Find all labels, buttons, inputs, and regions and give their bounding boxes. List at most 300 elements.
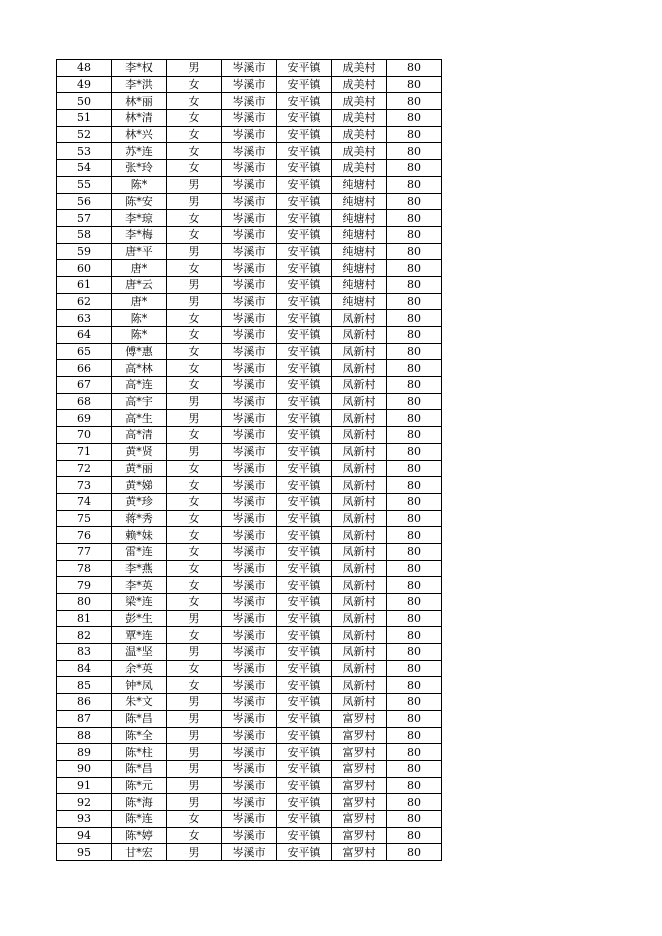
gender-cell[interactable]: 女 — [167, 310, 222, 327]
row-number-cell[interactable]: 59 — [57, 243, 112, 260]
town-cell[interactable]: 安平镇 — [277, 827, 332, 844]
village-cell[interactable]: 凤新村 — [332, 443, 387, 460]
gender-cell[interactable]: 男 — [167, 193, 222, 210]
amount-cell[interactable]: 80 — [387, 827, 442, 844]
town-cell[interactable]: 安平镇 — [277, 694, 332, 711]
amount-cell[interactable]: 80 — [387, 744, 442, 761]
row-number-cell[interactable]: 67 — [57, 377, 112, 394]
name-cell[interactable]: 唐* — [112, 260, 167, 277]
row-number-cell[interactable]: 63 — [57, 310, 112, 327]
name-cell[interactable]: 李*梅 — [112, 226, 167, 243]
row-number-cell[interactable]: 93 — [57, 810, 112, 827]
name-cell[interactable]: 高*生 — [112, 410, 167, 427]
gender-cell[interactable]: 女 — [167, 110, 222, 127]
row-number-cell[interactable]: 64 — [57, 327, 112, 344]
amount-cell[interactable]: 80 — [387, 627, 442, 644]
city-cell[interactable]: 岑溪市 — [222, 594, 277, 611]
gender-cell[interactable]: 女 — [167, 627, 222, 644]
name-cell[interactable]: 苏*连 — [112, 143, 167, 160]
row-number-cell[interactable]: 77 — [57, 543, 112, 560]
gender-cell[interactable]: 男 — [167, 243, 222, 260]
city-cell[interactable]: 岑溪市 — [222, 493, 277, 510]
row-number-cell[interactable]: 65 — [57, 343, 112, 360]
amount-cell[interactable]: 80 — [387, 243, 442, 260]
village-cell[interactable]: 成美村 — [332, 76, 387, 93]
village-cell[interactable]: 凤新村 — [332, 577, 387, 594]
village-cell[interactable]: 成美村 — [332, 126, 387, 143]
row-number-cell[interactable]: 69 — [57, 410, 112, 427]
city-cell[interactable]: 岑溪市 — [222, 243, 277, 260]
row-number-cell[interactable]: 51 — [57, 110, 112, 127]
gender-cell[interactable]: 女 — [167, 427, 222, 444]
town-cell[interactable]: 安平镇 — [277, 443, 332, 460]
city-cell[interactable]: 岑溪市 — [222, 260, 277, 277]
city-cell[interactable]: 岑溪市 — [222, 210, 277, 227]
row-number-cell[interactable]: 62 — [57, 293, 112, 310]
amount-cell[interactable]: 80 — [387, 276, 442, 293]
name-cell[interactable]: 陈*全 — [112, 727, 167, 744]
amount-cell[interactable]: 80 — [387, 694, 442, 711]
gender-cell[interactable]: 女 — [167, 460, 222, 477]
gender-cell[interactable]: 男 — [167, 293, 222, 310]
gender-cell[interactable]: 女 — [167, 660, 222, 677]
name-cell[interactable]: 唐*平 — [112, 243, 167, 260]
row-number-cell[interactable]: 58 — [57, 226, 112, 243]
amount-cell[interactable]: 80 — [387, 510, 442, 527]
row-number-cell[interactable]: 61 — [57, 276, 112, 293]
gender-cell[interactable]: 女 — [167, 210, 222, 227]
city-cell[interactable]: 岑溪市 — [222, 760, 277, 777]
row-number-cell[interactable]: 70 — [57, 427, 112, 444]
city-cell[interactable]: 岑溪市 — [222, 60, 277, 77]
village-cell[interactable]: 凤新村 — [332, 427, 387, 444]
town-cell[interactable]: 安平镇 — [277, 744, 332, 761]
name-cell[interactable]: 雷*连 — [112, 543, 167, 560]
name-cell[interactable]: 朱*文 — [112, 694, 167, 711]
amount-cell[interactable]: 80 — [387, 594, 442, 611]
city-cell[interactable]: 岑溪市 — [222, 560, 277, 577]
city-cell[interactable]: 岑溪市 — [222, 727, 277, 744]
row-number-cell[interactable]: 87 — [57, 710, 112, 727]
city-cell[interactable]: 岑溪市 — [222, 393, 277, 410]
village-cell[interactable]: 富罗村 — [332, 727, 387, 744]
town-cell[interactable]: 安平镇 — [277, 276, 332, 293]
village-cell[interactable]: 富罗村 — [332, 777, 387, 794]
name-cell[interactable]: 陈* — [112, 310, 167, 327]
row-number-cell[interactable]: 85 — [57, 677, 112, 694]
amount-cell[interactable]: 80 — [387, 543, 442, 560]
gender-cell[interactable]: 女 — [167, 360, 222, 377]
amount-cell[interactable]: 80 — [387, 493, 442, 510]
amount-cell[interactable]: 80 — [387, 577, 442, 594]
amount-cell[interactable]: 80 — [387, 310, 442, 327]
gender-cell[interactable]: 女 — [167, 827, 222, 844]
gender-cell[interactable]: 女 — [167, 260, 222, 277]
city-cell[interactable]: 岑溪市 — [222, 527, 277, 544]
row-number-cell[interactable]: 83 — [57, 644, 112, 661]
row-number-cell[interactable]: 73 — [57, 477, 112, 494]
amount-cell[interactable]: 80 — [387, 710, 442, 727]
name-cell[interactable]: 陈*海 — [112, 794, 167, 811]
row-number-cell[interactable]: 78 — [57, 560, 112, 577]
village-cell[interactable]: 凤新村 — [332, 343, 387, 360]
name-cell[interactable]: 李*权 — [112, 60, 167, 77]
town-cell[interactable]: 安平镇 — [277, 794, 332, 811]
amount-cell[interactable]: 80 — [387, 610, 442, 627]
village-cell[interactable]: 富罗村 — [332, 794, 387, 811]
city-cell[interactable]: 岑溪市 — [222, 644, 277, 661]
town-cell[interactable]: 安平镇 — [277, 527, 332, 544]
village-cell[interactable]: 纯塘村 — [332, 210, 387, 227]
amount-cell[interactable]: 80 — [387, 477, 442, 494]
gender-cell[interactable]: 男 — [167, 794, 222, 811]
name-cell[interactable]: 陈*昌 — [112, 760, 167, 777]
amount-cell[interactable]: 80 — [387, 777, 442, 794]
town-cell[interactable]: 安平镇 — [277, 160, 332, 177]
village-cell[interactable]: 凤新村 — [332, 493, 387, 510]
city-cell[interactable]: 岑溪市 — [222, 460, 277, 477]
name-cell[interactable]: 林*兴 — [112, 126, 167, 143]
village-cell[interactable]: 富罗村 — [332, 810, 387, 827]
row-number-cell[interactable]: 94 — [57, 827, 112, 844]
row-number-cell[interactable]: 57 — [57, 210, 112, 227]
village-cell[interactable]: 凤新村 — [332, 610, 387, 627]
amount-cell[interactable]: 80 — [387, 760, 442, 777]
gender-cell[interactable]: 女 — [167, 510, 222, 527]
name-cell[interactable]: 陈*连 — [112, 810, 167, 827]
village-cell[interactable]: 成美村 — [332, 143, 387, 160]
city-cell[interactable]: 岑溪市 — [222, 443, 277, 460]
gender-cell[interactable]: 男 — [167, 410, 222, 427]
town-cell[interactable]: 安平镇 — [277, 126, 332, 143]
town-cell[interactable]: 安平镇 — [277, 193, 332, 210]
town-cell[interactable]: 安平镇 — [277, 610, 332, 627]
gender-cell[interactable]: 女 — [167, 377, 222, 394]
gender-cell[interactable]: 女 — [167, 677, 222, 694]
village-cell[interactable]: 凤新村 — [332, 377, 387, 394]
city-cell[interactable]: 岑溪市 — [222, 427, 277, 444]
town-cell[interactable]: 安平镇 — [277, 727, 332, 744]
row-number-cell[interactable]: 80 — [57, 594, 112, 611]
row-number-cell[interactable]: 49 — [57, 76, 112, 93]
town-cell[interactable]: 安平镇 — [277, 577, 332, 594]
gender-cell[interactable]: 女 — [167, 810, 222, 827]
city-cell[interactable]: 岑溪市 — [222, 710, 277, 727]
row-number-cell[interactable]: 92 — [57, 794, 112, 811]
gender-cell[interactable]: 女 — [167, 327, 222, 344]
village-cell[interactable]: 凤新村 — [332, 510, 387, 527]
town-cell[interactable]: 安平镇 — [277, 93, 332, 110]
gender-cell[interactable]: 男 — [167, 60, 222, 77]
village-cell[interactable]: 富罗村 — [332, 744, 387, 761]
name-cell[interactable]: 傅*惠 — [112, 343, 167, 360]
city-cell[interactable]: 岑溪市 — [222, 126, 277, 143]
town-cell[interactable]: 安平镇 — [277, 510, 332, 527]
gender-cell[interactable]: 男 — [167, 393, 222, 410]
name-cell[interactable]: 高*连 — [112, 377, 167, 394]
amount-cell[interactable]: 80 — [387, 343, 442, 360]
city-cell[interactable]: 岑溪市 — [222, 310, 277, 327]
row-number-cell[interactable]: 68 — [57, 393, 112, 410]
gender-cell[interactable]: 男 — [167, 760, 222, 777]
city-cell[interactable]: 岑溪市 — [222, 76, 277, 93]
gender-cell[interactable]: 男 — [167, 276, 222, 293]
row-number-cell[interactable]: 88 — [57, 727, 112, 744]
row-number-cell[interactable]: 60 — [57, 260, 112, 277]
city-cell[interactable]: 岑溪市 — [222, 543, 277, 560]
town-cell[interactable]: 安平镇 — [277, 460, 332, 477]
city-cell[interactable]: 岑溪市 — [222, 744, 277, 761]
name-cell[interactable]: 钟*凤 — [112, 677, 167, 694]
gender-cell[interactable]: 女 — [167, 493, 222, 510]
gender-cell[interactable]: 女 — [167, 543, 222, 560]
city-cell[interactable]: 岑溪市 — [222, 343, 277, 360]
name-cell[interactable]: 彭*生 — [112, 610, 167, 627]
village-cell[interactable]: 凤新村 — [332, 393, 387, 410]
amount-cell[interactable]: 80 — [387, 226, 442, 243]
amount-cell[interactable]: 80 — [387, 327, 442, 344]
row-number-cell[interactable]: 48 — [57, 60, 112, 77]
amount-cell[interactable]: 80 — [387, 193, 442, 210]
name-cell[interactable]: 高*清 — [112, 427, 167, 444]
town-cell[interactable]: 安平镇 — [277, 110, 332, 127]
town-cell[interactable]: 安平镇 — [277, 660, 332, 677]
town-cell[interactable]: 安平镇 — [277, 477, 332, 494]
town-cell[interactable]: 安平镇 — [277, 760, 332, 777]
town-cell[interactable]: 安平镇 — [277, 777, 332, 794]
amount-cell[interactable]: 80 — [387, 794, 442, 811]
gender-cell[interactable]: 男 — [167, 694, 222, 711]
amount-cell[interactable]: 80 — [387, 110, 442, 127]
village-cell[interactable]: 凤新村 — [332, 560, 387, 577]
town-cell[interactable]: 安平镇 — [277, 143, 332, 160]
village-cell[interactable]: 纯塘村 — [332, 226, 387, 243]
gender-cell[interactable]: 女 — [167, 477, 222, 494]
gender-cell[interactable]: 男 — [167, 644, 222, 661]
amount-cell[interactable]: 80 — [387, 210, 442, 227]
city-cell[interactable]: 岑溪市 — [222, 827, 277, 844]
village-cell[interactable]: 凤新村 — [332, 410, 387, 427]
city-cell[interactable]: 岑溪市 — [222, 143, 277, 160]
town-cell[interactable]: 安平镇 — [277, 594, 332, 611]
village-cell[interactable]: 成美村 — [332, 60, 387, 77]
row-number-cell[interactable]: 84 — [57, 660, 112, 677]
amount-cell[interactable]: 80 — [387, 60, 442, 77]
town-cell[interactable]: 安平镇 — [277, 176, 332, 193]
name-cell[interactable]: 陈*柱 — [112, 744, 167, 761]
town-cell[interactable]: 安平镇 — [277, 810, 332, 827]
city-cell[interactable]: 岑溪市 — [222, 226, 277, 243]
city-cell[interactable]: 岑溪市 — [222, 694, 277, 711]
amount-cell[interactable]: 80 — [387, 293, 442, 310]
gender-cell[interactable]: 女 — [167, 126, 222, 143]
village-cell[interactable]: 纯塘村 — [332, 293, 387, 310]
name-cell[interactable]: 陈*昌 — [112, 710, 167, 727]
name-cell[interactable]: 陈* — [112, 327, 167, 344]
city-cell[interactable]: 岑溪市 — [222, 777, 277, 794]
amount-cell[interactable]: 80 — [387, 176, 442, 193]
village-cell[interactable]: 成美村 — [332, 93, 387, 110]
amount-cell[interactable]: 80 — [387, 143, 442, 160]
town-cell[interactable]: 安平镇 — [277, 393, 332, 410]
village-cell[interactable]: 富罗村 — [332, 844, 387, 861]
city-cell[interactable]: 岑溪市 — [222, 93, 277, 110]
village-cell[interactable]: 富罗村 — [332, 710, 387, 727]
name-cell[interactable]: 陈*元 — [112, 777, 167, 794]
name-cell[interactable]: 李*燕 — [112, 560, 167, 577]
village-cell[interactable]: 纯塘村 — [332, 260, 387, 277]
row-number-cell[interactable]: 50 — [57, 93, 112, 110]
amount-cell[interactable]: 80 — [387, 76, 442, 93]
gender-cell[interactable]: 女 — [167, 560, 222, 577]
gender-cell[interactable]: 男 — [167, 727, 222, 744]
row-number-cell[interactable]: 56 — [57, 193, 112, 210]
town-cell[interactable]: 安平镇 — [277, 844, 332, 861]
gender-cell[interactable]: 女 — [167, 76, 222, 93]
village-cell[interactable]: 凤新村 — [332, 594, 387, 611]
city-cell[interactable]: 岑溪市 — [222, 660, 277, 677]
gender-cell[interactable]: 女 — [167, 143, 222, 160]
gender-cell[interactable]: 女 — [167, 160, 222, 177]
gender-cell[interactable]: 男 — [167, 710, 222, 727]
amount-cell[interactable]: 80 — [387, 260, 442, 277]
row-number-cell[interactable]: 53 — [57, 143, 112, 160]
village-cell[interactable]: 凤新村 — [332, 627, 387, 644]
row-number-cell[interactable]: 75 — [57, 510, 112, 527]
row-number-cell[interactable]: 82 — [57, 627, 112, 644]
village-cell[interactable]: 凤新村 — [332, 660, 387, 677]
row-number-cell[interactable]: 95 — [57, 844, 112, 861]
name-cell[interactable]: 唐* — [112, 293, 167, 310]
row-number-cell[interactable]: 90 — [57, 760, 112, 777]
row-number-cell[interactable]: 86 — [57, 694, 112, 711]
row-number-cell[interactable]: 71 — [57, 443, 112, 460]
amount-cell[interactable]: 80 — [387, 427, 442, 444]
town-cell[interactable]: 安平镇 — [277, 60, 332, 77]
city-cell[interactable]: 岑溪市 — [222, 377, 277, 394]
gender-cell[interactable]: 女 — [167, 93, 222, 110]
amount-cell[interactable]: 80 — [387, 460, 442, 477]
name-cell[interactable]: 黄*丽 — [112, 460, 167, 477]
village-cell[interactable]: 富罗村 — [332, 827, 387, 844]
town-cell[interactable]: 安平镇 — [277, 493, 332, 510]
city-cell[interactable]: 岑溪市 — [222, 110, 277, 127]
city-cell[interactable]: 岑溪市 — [222, 577, 277, 594]
city-cell[interactable]: 岑溪市 — [222, 627, 277, 644]
row-number-cell[interactable]: 89 — [57, 744, 112, 761]
amount-cell[interactable]: 80 — [387, 560, 442, 577]
village-cell[interactable]: 凤新村 — [332, 310, 387, 327]
village-cell[interactable]: 纯塘村 — [332, 243, 387, 260]
village-cell[interactable]: 富罗村 — [332, 760, 387, 777]
gender-cell[interactable]: 男 — [167, 777, 222, 794]
town-cell[interactable]: 安平镇 — [277, 710, 332, 727]
row-number-cell[interactable]: 79 — [57, 577, 112, 594]
village-cell[interactable]: 凤新村 — [332, 477, 387, 494]
gender-cell[interactable]: 男 — [167, 610, 222, 627]
city-cell[interactable]: 岑溪市 — [222, 193, 277, 210]
town-cell[interactable]: 安平镇 — [277, 560, 332, 577]
name-cell[interactable]: 覃*连 — [112, 627, 167, 644]
name-cell[interactable]: 赖*妹 — [112, 527, 167, 544]
row-number-cell[interactable]: 54 — [57, 160, 112, 177]
town-cell[interactable]: 安平镇 — [277, 76, 332, 93]
amount-cell[interactable]: 80 — [387, 393, 442, 410]
amount-cell[interactable]: 80 — [387, 160, 442, 177]
name-cell[interactable]: 余*英 — [112, 660, 167, 677]
city-cell[interactable]: 岑溪市 — [222, 176, 277, 193]
name-cell[interactable]: 张*玲 — [112, 160, 167, 177]
city-cell[interactable]: 岑溪市 — [222, 794, 277, 811]
city-cell[interactable]: 岑溪市 — [222, 610, 277, 627]
town-cell[interactable]: 安平镇 — [277, 327, 332, 344]
city-cell[interactable]: 岑溪市 — [222, 677, 277, 694]
amount-cell[interactable]: 80 — [387, 677, 442, 694]
gender-cell[interactable]: 女 — [167, 226, 222, 243]
row-number-cell[interactable]: 91 — [57, 777, 112, 794]
village-cell[interactable]: 凤新村 — [332, 460, 387, 477]
name-cell[interactable]: 陈* — [112, 176, 167, 193]
village-cell[interactable]: 纯塘村 — [332, 276, 387, 293]
village-cell[interactable]: 纯塘村 — [332, 193, 387, 210]
town-cell[interactable]: 安平镇 — [277, 377, 332, 394]
city-cell[interactable]: 岑溪市 — [222, 276, 277, 293]
name-cell[interactable]: 高*宇 — [112, 393, 167, 410]
name-cell[interactable]: 高*林 — [112, 360, 167, 377]
city-cell[interactable]: 岑溪市 — [222, 327, 277, 344]
row-number-cell[interactable]: 52 — [57, 126, 112, 143]
village-cell[interactable]: 成美村 — [332, 110, 387, 127]
village-cell[interactable]: 凤新村 — [332, 360, 387, 377]
city-cell[interactable]: 岑溪市 — [222, 810, 277, 827]
row-number-cell[interactable]: 74 — [57, 493, 112, 510]
gender-cell[interactable]: 男 — [167, 744, 222, 761]
row-number-cell[interactable]: 81 — [57, 610, 112, 627]
city-cell[interactable]: 岑溪市 — [222, 360, 277, 377]
town-cell[interactable]: 安平镇 — [277, 343, 332, 360]
village-cell[interactable]: 凤新村 — [332, 327, 387, 344]
name-cell[interactable]: 李*琼 — [112, 210, 167, 227]
name-cell[interactable]: 蒋*秀 — [112, 510, 167, 527]
town-cell[interactable]: 安平镇 — [277, 260, 332, 277]
amount-cell[interactable]: 80 — [387, 93, 442, 110]
village-cell[interactable]: 凤新村 — [332, 694, 387, 711]
city-cell[interactable]: 岑溪市 — [222, 410, 277, 427]
row-number-cell[interactable]: 66 — [57, 360, 112, 377]
amount-cell[interactable]: 80 — [387, 126, 442, 143]
town-cell[interactable]: 安平镇 — [277, 226, 332, 243]
amount-cell[interactable]: 80 — [387, 527, 442, 544]
gender-cell[interactable]: 女 — [167, 594, 222, 611]
gender-cell[interactable]: 女 — [167, 577, 222, 594]
amount-cell[interactable]: 80 — [387, 727, 442, 744]
gender-cell[interactable]: 男 — [167, 443, 222, 460]
city-cell[interactable]: 岑溪市 — [222, 510, 277, 527]
gender-cell[interactable]: 女 — [167, 343, 222, 360]
city-cell[interactable]: 岑溪市 — [222, 844, 277, 861]
name-cell[interactable]: 黄*娣 — [112, 477, 167, 494]
name-cell[interactable]: 林*丽 — [112, 93, 167, 110]
village-cell[interactable]: 凤新村 — [332, 677, 387, 694]
name-cell[interactable]: 梁*连 — [112, 594, 167, 611]
name-cell[interactable]: 温*坚 — [112, 644, 167, 661]
town-cell[interactable]: 安平镇 — [277, 677, 332, 694]
name-cell[interactable]: 陈*婷 — [112, 827, 167, 844]
amount-cell[interactable]: 80 — [387, 810, 442, 827]
name-cell[interactable]: 黄*珍 — [112, 493, 167, 510]
city-cell[interactable]: 岑溪市 — [222, 477, 277, 494]
name-cell[interactable]: 李*英 — [112, 577, 167, 594]
